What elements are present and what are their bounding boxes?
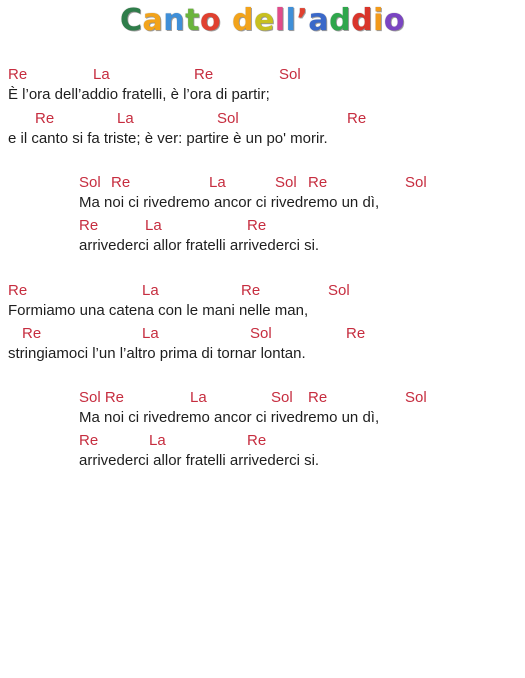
chord: Sol [79, 174, 101, 191]
chord: La [93, 66, 110, 83]
chord: La [142, 325, 159, 342]
lyric-line: arrivederci allor fratelli arrivederci si. [79, 452, 320, 469]
title-letter: i [373, 3, 384, 38]
chord: Re [35, 110, 55, 127]
title-letter: l [285, 3, 297, 38]
chord: La [142, 282, 159, 299]
chord: La [149, 432, 166, 449]
title-letter [221, 2, 232, 40]
title-letter: d [232, 3, 255, 38]
title-letter: o [383, 3, 406, 38]
chord: La [145, 217, 162, 234]
chord: Re [22, 325, 42, 342]
chord: Re [247, 217, 267, 234]
chord: Re [347, 110, 367, 127]
chord: La [209, 174, 226, 191]
chord: Re [308, 174, 328, 191]
chord: La [117, 110, 134, 127]
title-letter: d [329, 3, 352, 38]
chord: Re [346, 325, 366, 342]
chord: Re [111, 174, 131, 191]
lyric-line: Ma noi ci rivedremo ancor ci rivedremo un dì, [79, 194, 380, 211]
chord: Re [8, 66, 28, 83]
chord: Re [241, 282, 261, 299]
lyric-line: Ma noi ci rivedremo ancor ci rivedremo un dì, [79, 409, 380, 426]
chord: Re [8, 282, 28, 299]
lyric-line: arrivederci allor fratelli arrivederci si. [79, 237, 320, 254]
title-letter: C [119, 3, 143, 38]
chord: Sol Re [79, 389, 125, 406]
chord: Sol [250, 325, 272, 342]
chord: Re [194, 66, 214, 83]
lyric-line: È l’ora dell’addio fratelli, è l’ora di partir; [8, 86, 270, 103]
chord: Re [79, 217, 99, 234]
lyric-line: Formiamo una catena con le mani nelle man, [8, 302, 309, 319]
chord: Sol [217, 110, 239, 127]
title-letter: a [308, 3, 330, 38]
title-letter: d [351, 3, 374, 38]
title-letter: e [254, 3, 275, 38]
chord: Sol [405, 389, 427, 406]
title-letter: n [163, 3, 186, 38]
chord: Sol [271, 389, 293, 406]
chord: Re [79, 432, 99, 449]
title-letter: a [142, 3, 164, 38]
chord: Sol [328, 282, 350, 299]
lyric-line: stringiamoci l’un l’altro prima di tornar lontan. [8, 345, 306, 362]
chord: Sol [275, 174, 297, 191]
title-letter: t [185, 3, 200, 38]
chord: La [190, 389, 207, 406]
chord: Sol [279, 66, 301, 83]
song-title [0, 2, 525, 40]
title-letter: ’ [296, 3, 309, 38]
chord: Re [247, 432, 267, 449]
title-letter: o [199, 3, 222, 38]
lyric-line: e il canto si fa triste; è ver: partire è un po' morir. [8, 130, 328, 147]
chord: Sol [405, 174, 427, 191]
title-letter: l [274, 3, 286, 38]
chord: Re [308, 389, 328, 406]
